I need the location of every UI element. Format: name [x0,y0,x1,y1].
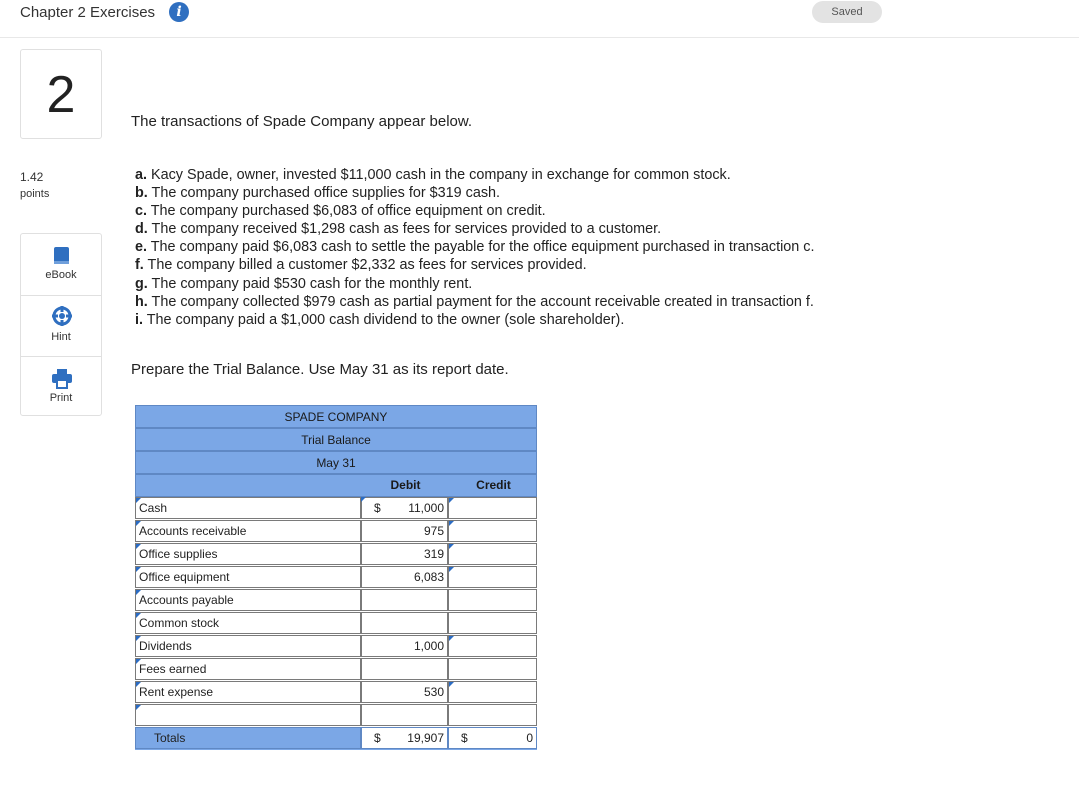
debit-input[interactable] [361,658,448,680]
transaction-item: g. The company paid $530 cash for the monthly rent. [135,275,473,292]
print-button[interactable] [21,356,101,417]
account-select[interactable]: Accounts payable [135,589,361,611]
credit-input[interactable] [448,635,537,657]
question-intro: The transactions of Spade Company appear below. [131,113,473,130]
debit-input[interactable]: 530 [361,681,448,703]
saved-status-badge: Saved [812,1,882,23]
account-select[interactable]: Cash [135,497,361,519]
print-icon [52,369,72,389]
credit-input[interactable] [448,543,537,565]
debit-input[interactable] [361,612,448,634]
assignment-title: Chapter 2 Exercises [20,4,156,21]
debit-input[interactable] [361,704,448,726]
debit-input[interactable]: $ 11,000 [361,497,448,519]
top-bar [0,0,1079,38]
table-row [135,520,537,543]
points-value: 1.42 [20,170,44,184]
credit-input[interactable] [448,704,537,726]
debit-input[interactable] [361,589,448,611]
transaction-item: d. The company received $1,298 cash as fees for services provided to a customer. [135,221,662,238]
transaction-item: i. The company paid a $1,000 cash dividend to the owner (sole shareholder). [135,311,625,328]
question-number: 2 [20,49,102,139]
credit-input[interactable] [448,589,537,611]
info-icon[interactable]: i [169,2,189,22]
transaction-item: f. The company billed a customer $2,332 as fees for services provided. [135,257,587,274]
account-select[interactable] [135,704,361,726]
transaction-item: b. The company purchased office supplies for $319 cash. [135,185,501,202]
debit-input[interactable]: 319 [361,543,448,565]
account-select[interactable]: Rent expense [135,681,361,703]
totals-label: Totals [135,727,361,749]
credit-input[interactable] [448,497,537,519]
transaction-item: c. The company purchased $6,083 of office equipment on credit. [135,203,546,220]
account-select[interactable]: Fees earned [135,658,361,680]
account-select[interactable]: Common stock [135,612,361,634]
credit-input[interactable] [448,566,537,588]
hint-button[interactable] [21,295,101,356]
report-date: May 31 [135,451,537,474]
debit-input[interactable]: 975 [361,520,448,542]
total-debit: $ 19,907 [361,727,448,749]
points-label: points [20,188,50,200]
print-label: Print [49,392,73,404]
credit-input[interactable] [448,658,537,680]
transaction-list [135,166,814,329]
account-select[interactable]: Office supplies [135,543,361,565]
table-row [135,612,537,635]
hint-icon [52,306,72,326]
totals-row [135,727,537,750]
table-row [135,589,537,612]
credit-input[interactable] [448,681,537,703]
table-row [135,543,537,566]
table-row [135,635,537,658]
debit-input[interactable]: 6,083 [361,566,448,588]
ebook-button[interactable] [21,234,101,294]
table-row [135,704,537,727]
table-row [135,566,537,589]
ebook-icon [52,246,72,266]
account-select[interactable]: Dividends [135,635,361,657]
credit-header: Credit [476,478,511,492]
debit-header: Debit [390,478,421,492]
account-select[interactable]: Office equipment [135,566,361,588]
table-row [135,497,537,520]
hint-label: Hint [51,331,71,343]
ebook-label: eBook [45,269,77,281]
company-name: SPADE COMPANY [135,405,537,428]
transaction-item: a. Kacy Spade, owner, invested $11,000 cash in the company in exchange for common stock. [135,167,731,183]
table-row [135,658,537,681]
transaction-item: h. The company collected $979 cash as partial payment for the account receivable created in transaction f. [135,293,814,310]
table-row [135,681,537,704]
account-select[interactable]: Accounts receivable [135,520,361,542]
transaction-item: e. The company paid $6,083 cash to settle the payable for the office equipment purchased in transaction c. [135,239,815,256]
tools-panel [20,233,102,416]
total-credit: $ 0 [448,727,537,749]
credit-input[interactable] [448,612,537,634]
credit-input[interactable] [448,520,537,542]
statement-title: Trial Balance [135,428,537,451]
instruction-text: Prepare the Trial Balance. Use May 31 as its report date. [131,361,509,378]
debit-input[interactable]: 1,000 [361,635,448,657]
column-header-row [135,474,537,497]
